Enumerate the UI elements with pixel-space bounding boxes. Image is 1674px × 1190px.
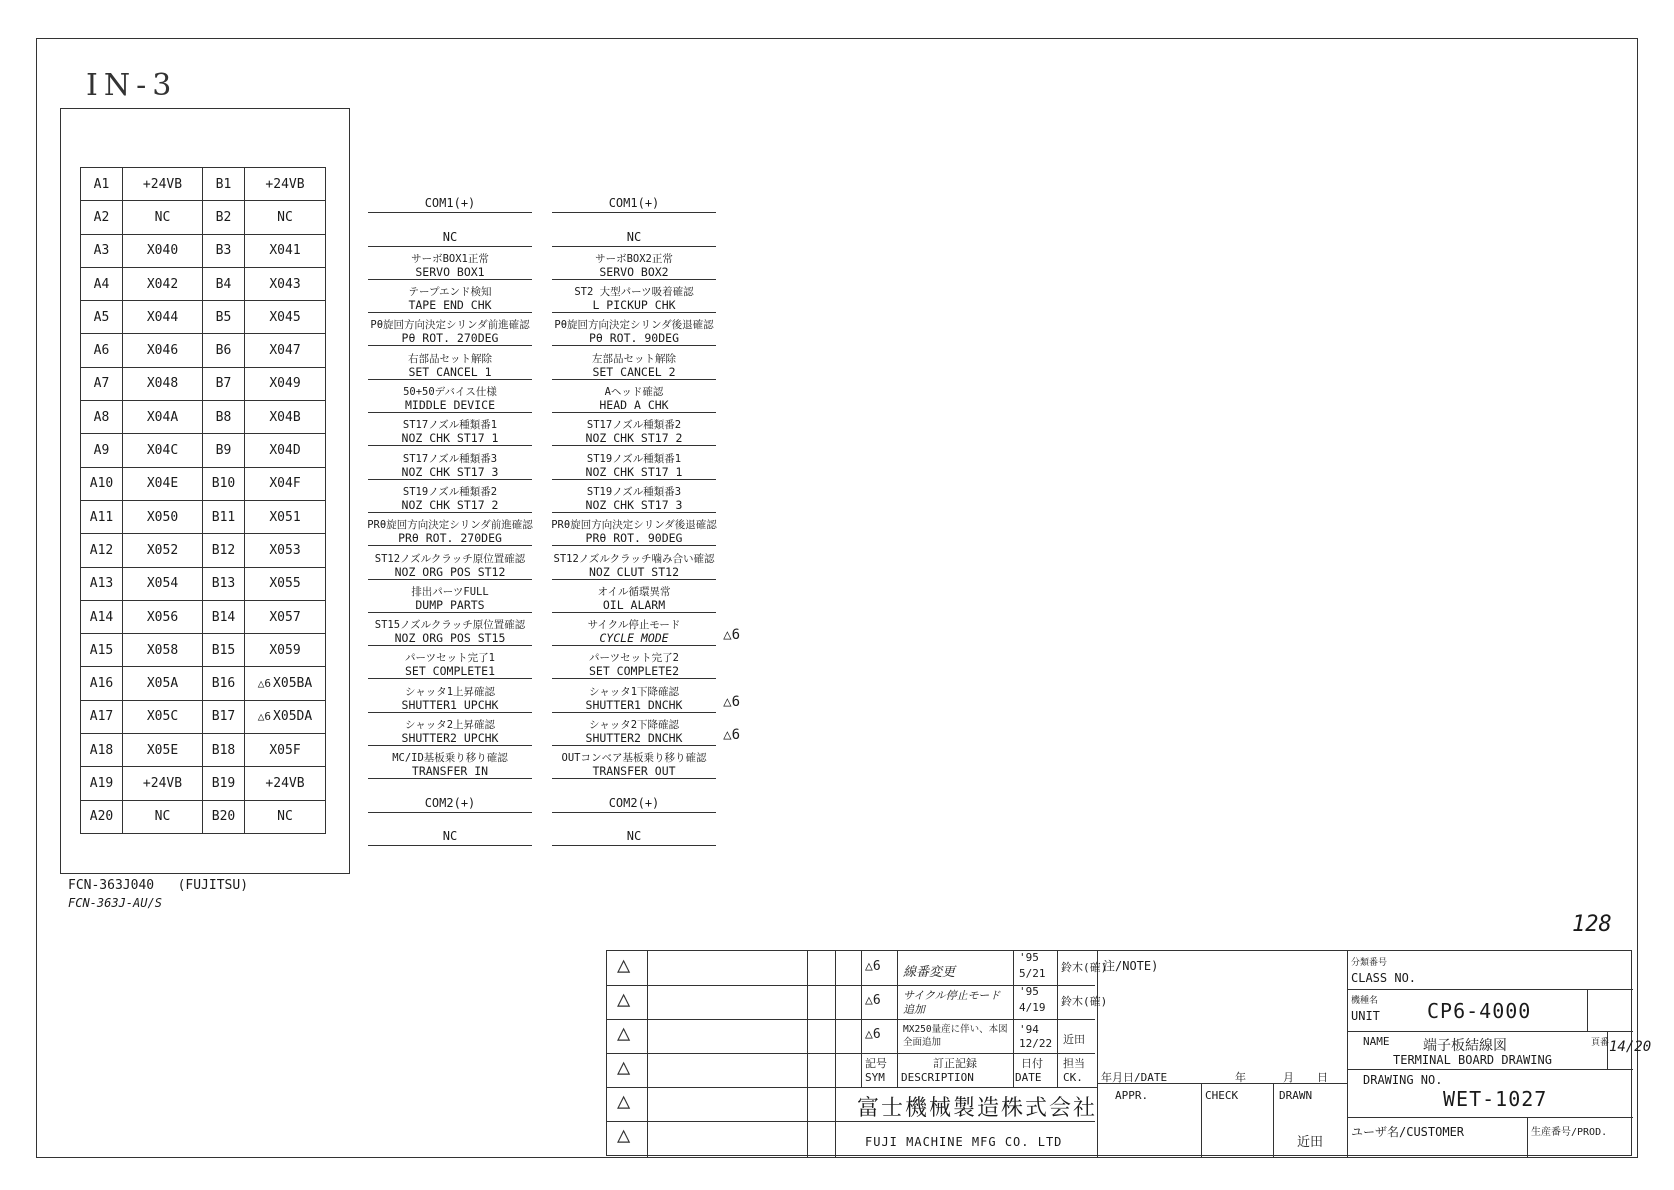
note-label: 注/NOTE): [1103, 959, 1159, 973]
signal-label-en: COM1(+): [608, 196, 660, 211]
header-date-jp: 日付: [1021, 1057, 1043, 1070]
pin-a-label: A14: [81, 600, 123, 633]
unit-label-jp: 機種名: [1351, 996, 1379, 1006]
pin-a-label: A1: [81, 168, 123, 201]
pin-a-signal: X050: [123, 500, 203, 533]
signal-column-a: [368, 180, 532, 846]
pin-b-label: B18: [203, 734, 245, 767]
pin-b-signal: X053: [245, 534, 326, 567]
signal-label-en: NOZ CHK ST17 3: [401, 464, 499, 479]
revision-3-desc: MX250量産に伴い、本図全面追加: [903, 1024, 1008, 1048]
signal-label: [368, 646, 532, 679]
revision-3-date-day: 12/22: [1019, 1037, 1053, 1050]
pin-row: [81, 301, 326, 334]
signal-label-jp: シャッタ2下降確認: [588, 719, 680, 732]
signal-label-en: OIL ALARM: [602, 597, 666, 612]
signal-label-en: NOZ CHK ST17 2: [585, 431, 683, 446]
pin-b-signal: X059: [245, 634, 326, 667]
pin-row: [81, 767, 326, 800]
signal-label-jp: ST2 大型パーツ吸着確認: [574, 286, 694, 299]
signal-label-jp: サイクル停止モード: [587, 619, 681, 632]
signal-label-en: PRθ ROT. 270DEG: [398, 531, 502, 546]
date-month-label: 月: [1283, 1071, 1294, 1084]
signal-label: [552, 213, 716, 246]
signal-label: [552, 746, 716, 779]
pin-a-signal: X046: [123, 334, 203, 367]
signal-label-jp: サーボBOX1正常: [411, 252, 489, 265]
pin-a-signal: NC: [123, 201, 203, 234]
signal-label-en: SHUTTER2 UPCHK: [401, 731, 499, 746]
pin-b-label: B2: [203, 201, 245, 234]
pin-b-signal: X04F: [245, 467, 326, 500]
pin-row: [81, 500, 326, 533]
pin-b-label: B7: [203, 367, 245, 400]
pin-row: [81, 534, 326, 567]
pin-b-label: B10: [203, 467, 245, 500]
signal-label: [552, 813, 716, 846]
pin-a-label: A2: [81, 201, 123, 234]
page-label-jp: 頁番: [1591, 1038, 1610, 1048]
signal-label: [552, 546, 716, 579]
pin-a-signal: X04E: [123, 467, 203, 500]
pin-row: [81, 734, 326, 767]
revision-mark: △6: [723, 727, 740, 744]
signal-label-en: CYCLE MODE: [599, 631, 669, 646]
revision-1-ck: 鈴木(確): [1061, 961, 1108, 974]
name-label: NAME: [1363, 1035, 1390, 1048]
connector-maker: (FUJITSU): [177, 878, 249, 893]
pin-b-label: B1: [203, 168, 245, 201]
pin-row: [81, 667, 326, 700]
revision-triangle-icon: △: [617, 987, 631, 1012]
signal-label: [368, 813, 532, 846]
signal-label: [368, 180, 532, 213]
signal-label-en: TRANSFER OUT: [592, 764, 676, 779]
signal-label-jp: パーツセット完了2: [589, 652, 679, 665]
signal-label-en: NOZ ORG POS ST15: [394, 631, 506, 646]
pin-b-signal: +24VB: [245, 767, 326, 800]
signal-label: [368, 313, 532, 346]
signal-label: [552, 513, 716, 546]
signal-label-jp: Pθ旋回方向決定シリンダ前進確認: [370, 319, 530, 332]
signal-label-jp: ST17ノズル種類番3: [402, 452, 498, 465]
signal-label: [552, 480, 716, 513]
signal-label: [552, 313, 716, 346]
header-sym-jp: 記号: [865, 1057, 887, 1070]
pin-b-label: B13: [203, 567, 245, 600]
signal-label-jp: MC/ID基板乗り移り確認: [392, 752, 508, 765]
signal-label: [368, 546, 532, 579]
signal-label: [368, 247, 532, 280]
pin-b-label: B3: [203, 234, 245, 267]
signal-label-en: NC: [626, 229, 642, 244]
pin-b-signal: NC: [245, 201, 326, 234]
signal-label-jp: テープエンド検知: [408, 286, 492, 299]
signal-label-en: Pθ ROT. 90DEG: [588, 331, 679, 346]
signal-label-en: NC: [626, 828, 642, 843]
signal-label: [368, 413, 532, 446]
signal-label-jp: パーツセット完了1: [405, 652, 495, 665]
signal-label: [368, 346, 532, 379]
signal-label: [368, 513, 532, 546]
signal-label-en: SERVO BOX2: [599, 264, 669, 279]
drawing-no-value: WET-1027: [1443, 1087, 1548, 1111]
revision-3-ck: 近田: [1063, 1033, 1085, 1046]
pin-a-signal: X048: [123, 367, 203, 400]
pin-b-label: B11: [203, 500, 245, 533]
pin-a-label: A6: [81, 334, 123, 367]
pin-a-signal: X052: [123, 534, 203, 567]
pin-a-label: A9: [81, 434, 123, 467]
revision-mark: △6: [257, 677, 272, 691]
date-year-label: 年: [1235, 1071, 1246, 1084]
signal-label-jp: シャッタ1下降確認: [588, 685, 680, 698]
revision-2-date-day: 4/19: [1019, 1001, 1046, 1014]
header-sym: SYM: [865, 1071, 885, 1084]
signal-label-en: L PICKUP CHK: [592, 298, 676, 313]
revision-3-date-year: '94: [1019, 1023, 1039, 1036]
pin-b-signal: △6 X05BA: [245, 667, 326, 700]
signal-label-en: NOZ CHK ST17 1: [585, 464, 683, 479]
pin-a-label: A18: [81, 734, 123, 767]
page-value: 14/20: [1609, 1039, 1652, 1055]
signal-label-jp: シャッタ2上昇確認: [404, 719, 496, 732]
pin-b-signal: X049: [245, 367, 326, 400]
signal-column-b: [551, 180, 740, 846]
revision-triangle-icon: △: [617, 1055, 631, 1080]
pin-a-label: A3: [81, 234, 123, 267]
signal-label: [552, 713, 740, 746]
pin-b-label: B17: [203, 700, 245, 733]
pin-a-signal: X05A: [123, 667, 203, 700]
unit-value: CP6-4000: [1427, 999, 1532, 1023]
pin-a-signal: X056: [123, 600, 203, 633]
revision-1-sym: △6: [865, 959, 881, 974]
signal-label-en: PRθ ROT. 90DEG: [585, 531, 683, 546]
pin-a-label: A5: [81, 301, 123, 334]
pin-row: [81, 168, 326, 201]
signal-label-jp: 左部品セット解除: [592, 352, 676, 365]
signal-label-jp: オイル循環異常: [597, 585, 671, 598]
pin-b-label: B19: [203, 767, 245, 800]
signal-label: [552, 280, 716, 313]
drawn-by: 近田: [1297, 1135, 1324, 1150]
signal-label-jp: ST17ノズル種類番2: [586, 419, 682, 432]
signal-label: [368, 679, 532, 712]
revision-2-ck: 鈴木(確): [1061, 995, 1108, 1008]
prod-label: 生産番号/PROD.: [1531, 1127, 1608, 1138]
pin-a-signal: +24VB: [123, 767, 203, 800]
pin-a-signal: +24VB: [123, 168, 203, 201]
revision-triangle-icon: △: [617, 1089, 631, 1114]
signal-label-jp: ST15ノズルクラッチ原位置確認: [374, 619, 526, 632]
pin-row: [81, 567, 326, 600]
pin-row: [81, 700, 326, 733]
revision-2-sym: △6: [865, 993, 881, 1008]
pin-row: [81, 234, 326, 267]
revision-mark: △6: [257, 710, 272, 724]
pin-b-signal: X043: [245, 267, 326, 300]
signal-label-en: SHUTTER1 DNCHK: [585, 697, 683, 712]
signal-label: [552, 779, 716, 812]
pin-a-signal: X040: [123, 234, 203, 267]
company-name-jp: 富士機械製造株式会社: [857, 1096, 1098, 1121]
pin-a-signal: X05E: [123, 734, 203, 767]
class-label-jp: 分類番号: [1351, 958, 1388, 968]
signal-label: [552, 413, 716, 446]
pin-a-label: A19: [81, 767, 123, 800]
pin-a-label: A20: [81, 800, 123, 833]
signal-label: [552, 613, 740, 646]
revision-3-sym: △6: [865, 1027, 881, 1042]
revision-triangle-icon: △: [617, 1021, 631, 1046]
pin-row: [81, 267, 326, 300]
title-block: [606, 950, 1652, 1156]
signal-label: [368, 613, 532, 646]
signal-label-jp: ST12ノズルクラッチ噛み合い確認: [553, 552, 715, 565]
pin-b-label: B15: [203, 634, 245, 667]
signal-label-jp: PRθ旋回方向決定シリンダ後退確認: [551, 519, 717, 532]
pin-a-label: A17: [81, 700, 123, 733]
signal-label-en: SERVO BOX1: [415, 264, 485, 279]
signal-label-jp: Pθ旋回方向決定シリンダ後退確認: [554, 319, 714, 332]
pin-a-label: A13: [81, 567, 123, 600]
signal-label: [368, 746, 532, 779]
signal-label-jp: 右部品セット解除: [408, 352, 492, 365]
revision-2-date-year: '95: [1019, 985, 1039, 998]
signal-label-jp: OUTコンベア基板乗り移り確認: [561, 752, 707, 765]
revision-triangle-icon: △: [617, 1123, 631, 1148]
signal-label-en: NOZ CLUT ST12: [588, 564, 679, 579]
pin-b-signal: X057: [245, 600, 326, 633]
pin-row: [81, 467, 326, 500]
pin-row: [81, 401, 326, 434]
pin-b-signal: X041: [245, 234, 326, 267]
pin-row: [81, 800, 326, 833]
drawn-label: DRAWN: [1279, 1089, 1313, 1102]
signal-label-en: COM2(+): [608, 795, 660, 810]
pin-b-signal: X04D: [245, 434, 326, 467]
header-desc-jp: 訂正記録: [933, 1057, 977, 1070]
signal-label: [552, 679, 740, 712]
pin-a-signal: X054: [123, 567, 203, 600]
pin-b-label: B12: [203, 534, 245, 567]
pin-a-label: A10: [81, 467, 123, 500]
appr-label: APPR.: [1115, 1089, 1149, 1102]
signal-label-jp: ST19ノズル種類番3: [586, 485, 682, 498]
drawing-no-label: DRAWING NO.: [1363, 1073, 1443, 1087]
date-day-label: 日: [1317, 1071, 1328, 1084]
signal-label-en: TRANSFER IN: [411, 764, 489, 779]
signal-label-en: Pθ ROT. 270DEG: [401, 331, 499, 346]
signal-label-en: MIDDLE DEVICE: [404, 398, 495, 413]
signal-label-en: NOZ ORG POS ST12: [394, 564, 506, 579]
signal-label-en: TAPE END CHK: [408, 298, 492, 313]
pin-a-signal: X044: [123, 301, 203, 334]
revision-2-desc: サイクル停止モード追加: [903, 989, 1001, 1016]
signal-label-en: HEAD A CHK: [599, 398, 669, 413]
pin-b-label: B6: [203, 334, 245, 367]
header-ck: CK.: [1063, 1071, 1083, 1084]
signal-label-jp: ST19ノズル種類番1: [586, 452, 682, 465]
date-label: 年月日/DATE: [1101, 1071, 1168, 1084]
pin-b-signal: X051: [245, 500, 326, 533]
revision-1-date-day: 5/21: [1019, 967, 1046, 980]
pin-b-label: B4: [203, 267, 245, 300]
customer-label: ユーザ名/CUSTOMER: [1351, 1125, 1465, 1139]
signal-label: [368, 380, 532, 413]
signal-label-en: NC: [442, 229, 458, 244]
pin-b-signal: +24VB: [245, 168, 326, 201]
signal-label-en: SHUTTER2 DNCHK: [585, 731, 683, 746]
pin-b-label: B14: [203, 600, 245, 633]
signal-label-en: NOZ CHK ST17 2: [401, 497, 499, 512]
pin-a-label: A7: [81, 367, 123, 400]
pin-a-signal: X05C: [123, 700, 203, 733]
page-number: 128: [1572, 912, 1612, 937]
pin-b-signal: X055: [245, 567, 326, 600]
drawing-name-en: TERMINAL BOARD DRAWING: [1393, 1053, 1552, 1067]
signal-label-en: SET COMPLETE1: [404, 664, 495, 679]
pin-a-label: A11: [81, 500, 123, 533]
signal-label-jp: ST12ノズルクラッチ原位置確認: [374, 552, 526, 565]
pin-b-signal: X05F: [245, 734, 326, 767]
signal-label-en: DUMP PARTS: [415, 597, 485, 612]
pin-row: [81, 634, 326, 667]
pin-a-signal: X058: [123, 634, 203, 667]
drawing-name-jp: 端子板結線図: [1423, 1038, 1507, 1054]
signal-label-jp: ST19ノズル種類番2: [402, 485, 498, 498]
signal-label: [368, 779, 532, 812]
pin-row: [81, 334, 326, 367]
pin-b-signal: NC: [245, 800, 326, 833]
pin-row: [81, 367, 326, 400]
pin-b-signal: X04B: [245, 401, 326, 434]
pin-a-label: A8: [81, 401, 123, 434]
revision-mark: △6: [723, 693, 740, 710]
revision-1-date-year: '95: [1019, 951, 1039, 964]
revision-triangle-icon: △: [617, 953, 631, 978]
company-name-en: FUJI MACHINE MFG CO. LTD: [865, 1135, 1063, 1149]
pin-a-signal: X042: [123, 267, 203, 300]
signal-label: [368, 446, 532, 479]
signal-label: [552, 446, 716, 479]
revision-1-desc: 線番変更: [903, 965, 956, 980]
signal-label: [368, 580, 532, 613]
pin-row: [81, 434, 326, 467]
signal-label-en: SHUTTER1 UPCHK: [401, 697, 499, 712]
signal-label-jp: サーボBOX2正常: [595, 252, 673, 265]
signal-label-jp: 50+50デバイス仕様: [403, 386, 497, 399]
pin-b-signal: △6 X05DA: [245, 700, 326, 733]
pin-b-label: B16: [203, 667, 245, 700]
unit-label: UNIT: [1351, 1009, 1380, 1023]
signal-label-en: NC: [442, 828, 458, 843]
signal-label-jp: ST17ノズル種類番1: [402, 419, 498, 432]
signal-label-en: SET COMPLETE2: [588, 664, 679, 679]
connector-part-number: FCN-363J040 (FUJITSU): [68, 878, 249, 893]
pin-a-signal: X04A: [123, 401, 203, 434]
class-label: CLASS NO.: [1351, 971, 1417, 985]
signal-label-jp: 排出パーツFULL: [411, 585, 489, 598]
pin-b-label: B9: [203, 434, 245, 467]
signal-label-en: COM2(+): [424, 795, 476, 810]
header-ck-jp: 担当: [1063, 1057, 1085, 1070]
connector-pin-table: [80, 167, 326, 834]
signal-label-en: SET CANCEL 2: [592, 364, 676, 379]
pin-row: [81, 201, 326, 234]
connector-part-number-alt: FCN-363J-AU/S: [68, 896, 162, 910]
signal-label-en: SET CANCEL 1: [408, 364, 492, 379]
signal-label: [552, 346, 716, 379]
pin-a-label: A4: [81, 267, 123, 300]
signal-label-jp: PRθ旋回方向決定シリンダ前進確認: [367, 519, 533, 532]
sheet-id: IN-3: [86, 68, 178, 103]
pin-b-label: B20: [203, 800, 245, 833]
pin-b-label: B8: [203, 401, 245, 434]
signal-label: [368, 280, 532, 313]
signal-label: [368, 480, 532, 513]
pin-b-label: B5: [203, 301, 245, 334]
signal-label: [368, 213, 532, 246]
signal-label: [552, 580, 716, 613]
header-date: DATE: [1015, 1071, 1042, 1084]
pin-a-label: A15: [81, 634, 123, 667]
signal-label-en: COM1(+): [424, 196, 476, 211]
check-label: CHECK: [1205, 1089, 1239, 1102]
revision-mark: △6: [723, 627, 740, 644]
pin-row: [81, 600, 326, 633]
signal-label-jp: シャッタ1上昇確認: [404, 685, 496, 698]
signal-label-en: NOZ CHK ST17 1: [401, 431, 499, 446]
signal-label: [368, 713, 532, 746]
pin-a-signal: NC: [123, 800, 203, 833]
pin-a-label: A16: [81, 667, 123, 700]
signal-label: [552, 180, 716, 213]
signal-label: [552, 247, 716, 280]
pin-a-signal: X04C: [123, 434, 203, 467]
signal-label: [552, 380, 716, 413]
pin-a-label: A12: [81, 534, 123, 567]
signal-label-en: NOZ CHK ST17 3: [585, 497, 683, 512]
signal-label-jp: Aヘッド確認: [604, 386, 664, 399]
header-desc: DESCRIPTION: [901, 1071, 974, 1084]
signal-label: [552, 646, 716, 679]
pin-b-signal: X045: [245, 301, 326, 334]
pin-b-signal: X047: [245, 334, 326, 367]
